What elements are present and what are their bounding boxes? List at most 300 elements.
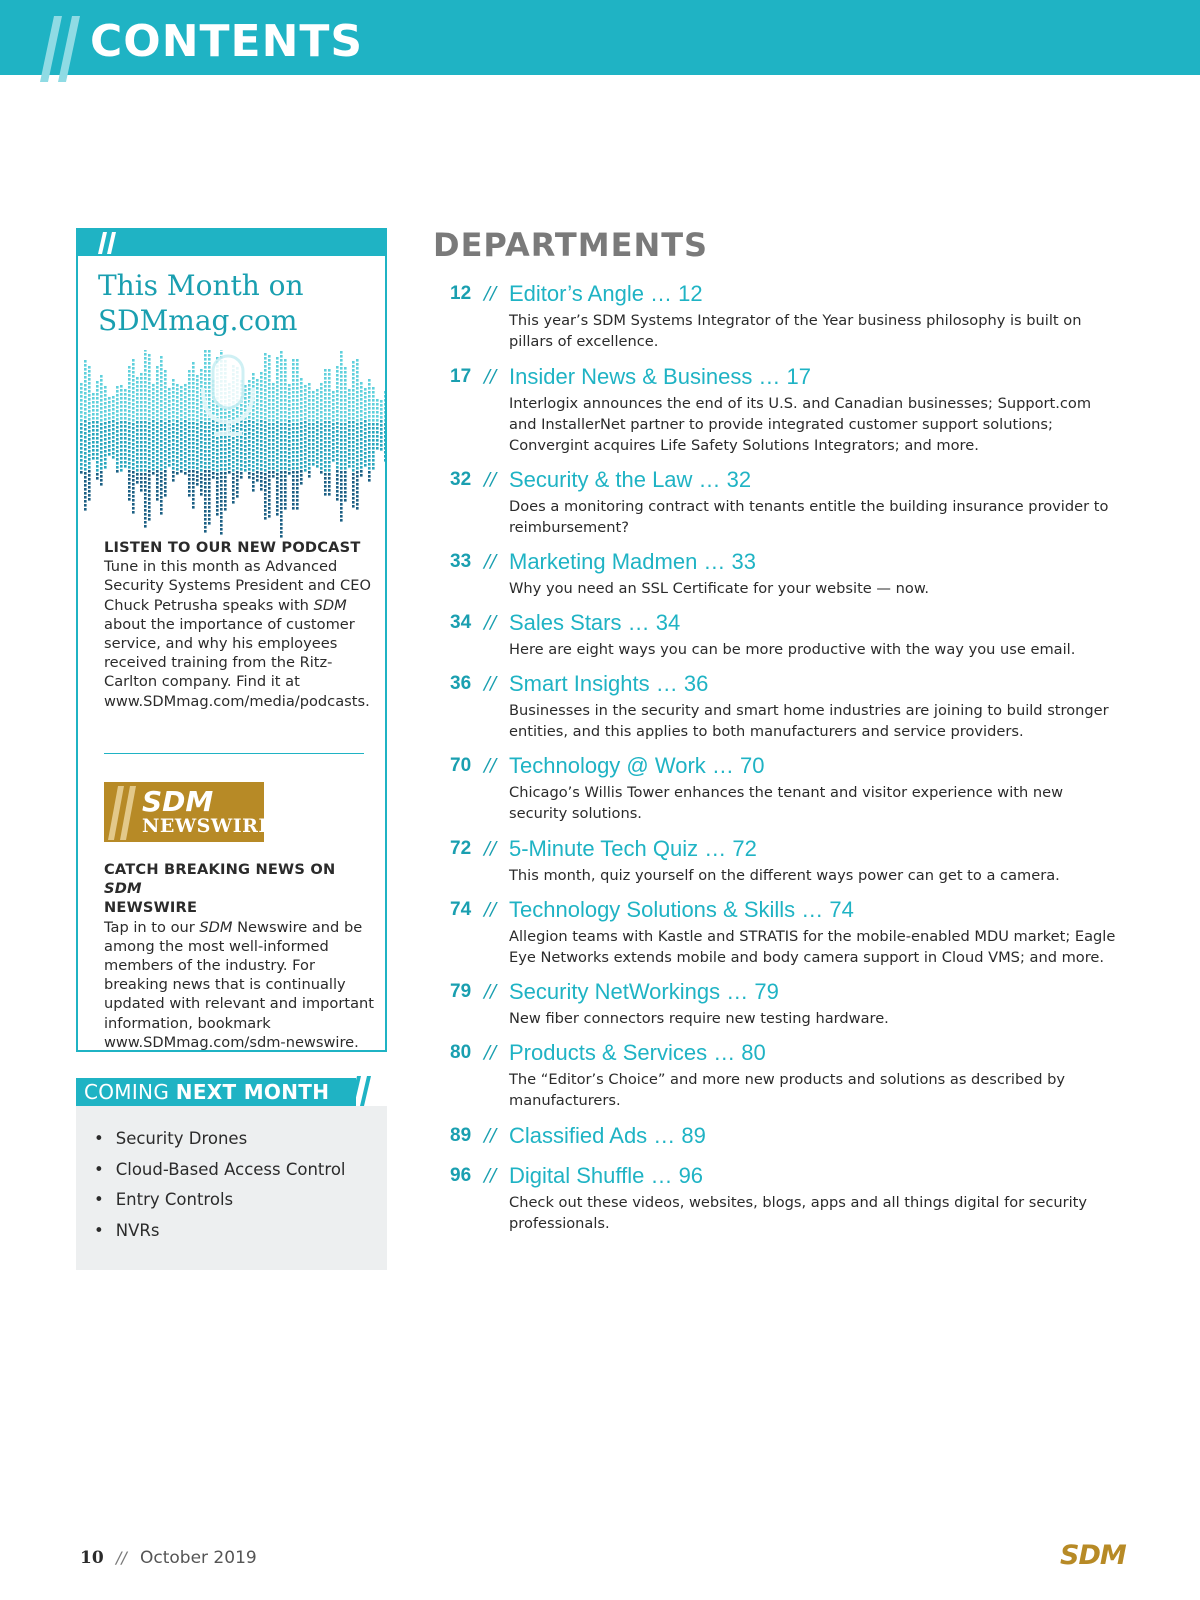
equalizer-dot xyxy=(284,379,287,382)
equalizer-dot xyxy=(344,395,347,398)
equalizer-dot xyxy=(172,451,175,454)
equalizer-dot xyxy=(204,354,207,357)
equalizer-dot xyxy=(88,430,91,433)
equalizer-dot xyxy=(272,395,275,398)
equalizer-dot xyxy=(372,447,375,450)
equalizer-dot xyxy=(284,403,287,406)
equalizer-dot xyxy=(156,398,159,401)
equalizer-dot xyxy=(372,399,375,402)
department-title[interactable]: Digital Shuffle … 96 xyxy=(509,1163,704,1188)
equalizer-dot xyxy=(144,501,147,504)
equalizer-dot xyxy=(176,408,179,411)
equalizer-dot xyxy=(296,499,299,502)
equalizer-dot xyxy=(80,467,83,470)
equalizer-dot xyxy=(180,434,183,437)
equalizer-dot xyxy=(252,485,255,488)
equalizer-dot xyxy=(356,403,359,406)
equalizer-dot xyxy=(376,411,379,414)
equalizer-dot xyxy=(172,443,175,446)
equalizer-dot xyxy=(128,378,131,381)
equalizer-dot xyxy=(264,469,267,472)
equalizer-dot xyxy=(280,507,283,510)
equalizer-dot xyxy=(124,429,127,432)
equalizer-dot xyxy=(192,418,195,421)
equalizer-dot xyxy=(300,438,303,441)
equalizer-dot xyxy=(100,439,103,442)
podcast-heading: LISTEN TO OUR NEW PODCAST xyxy=(104,539,361,556)
equalizer-dot xyxy=(272,459,275,462)
equalizer-dot xyxy=(160,476,163,479)
equalizer-dot xyxy=(296,427,299,430)
equalizer-dot xyxy=(296,371,299,374)
department-page-number: 70 xyxy=(450,755,472,776)
equalizer-dot xyxy=(364,436,367,439)
equalizer-dot xyxy=(124,397,127,400)
equalizer-dot xyxy=(264,429,267,432)
equalizer-dot xyxy=(112,400,115,403)
equalizer-dot xyxy=(208,490,211,493)
equalizer-dot xyxy=(184,448,187,451)
equalizer-dot xyxy=(244,437,247,440)
equalizer-dot xyxy=(276,497,279,500)
equalizer-dot xyxy=(364,420,367,423)
equalizer-dot xyxy=(344,479,347,482)
equalizer-dot xyxy=(356,399,359,402)
equalizer-dot xyxy=(140,421,143,424)
department-title[interactable]: Smart Insights … 36 xyxy=(509,671,709,696)
equalizer-dot xyxy=(292,467,295,470)
equalizer-dot xyxy=(112,412,115,415)
equalizer-dot xyxy=(376,443,379,446)
equalizer-dot xyxy=(160,432,163,435)
department-title[interactable]: Technology Solutions & Skills … 74 xyxy=(509,897,854,922)
equalizer-dot xyxy=(84,384,87,387)
equalizer-dot xyxy=(340,411,343,414)
department-title[interactable]: Security & the Law … 32 xyxy=(509,467,752,492)
equalizer-dot xyxy=(96,457,99,460)
equalizer-dot xyxy=(372,403,375,406)
equalizer-dot xyxy=(292,447,295,450)
equalizer-dot xyxy=(344,379,347,382)
equalizer-dot xyxy=(340,519,343,522)
equalizer-dot xyxy=(224,476,227,479)
equalizer-dot xyxy=(320,451,323,454)
equalizer-dot xyxy=(264,449,267,452)
equalizer-dot xyxy=(204,458,207,461)
equalizer-dot xyxy=(312,455,315,458)
equalizer-dot xyxy=(172,399,175,402)
equalizer-dot xyxy=(264,477,267,480)
equalizer-dot xyxy=(120,385,123,388)
equalizer-dot xyxy=(280,427,283,430)
equalizer-dot xyxy=(220,440,223,443)
equalizer-dot xyxy=(144,489,147,492)
equalizer-dot xyxy=(364,416,367,419)
equalizer-dot xyxy=(288,384,291,387)
equalizer-dot xyxy=(96,441,99,444)
equalizer-dot xyxy=(260,476,263,479)
equalizer-dot xyxy=(176,456,179,459)
equalizer-dot xyxy=(156,366,159,369)
department-page-number: 32 xyxy=(450,469,472,490)
equalizer-dot xyxy=(364,388,367,391)
equalizer-dot xyxy=(156,478,159,481)
equalizer-dot xyxy=(352,381,355,384)
equalizer-dot xyxy=(212,476,215,479)
equalizer-dot xyxy=(336,442,339,445)
equalizer-dot xyxy=(136,409,139,412)
department-page-number: 12 xyxy=(450,283,472,304)
equalizer-dot xyxy=(284,419,287,422)
equalizer-dot xyxy=(176,400,179,403)
equalizer-dot xyxy=(128,470,131,473)
equalizer-dot xyxy=(372,431,375,434)
equalizer-dot xyxy=(348,389,351,392)
equalizer-dot xyxy=(204,430,207,433)
equalizer-dot xyxy=(360,474,363,477)
equalizer-dot xyxy=(280,383,283,386)
equalizer-dot xyxy=(120,445,123,448)
equalizer-dot xyxy=(148,370,151,373)
equalizer-dot xyxy=(284,439,287,442)
equalizer-dot xyxy=(340,459,343,462)
equalizer-dot xyxy=(312,415,315,418)
equalizer-dot xyxy=(136,393,139,396)
equalizer-dot xyxy=(160,480,163,483)
equalizer-dot xyxy=(164,374,167,377)
equalizer-dot xyxy=(332,415,335,418)
equalizer-dot xyxy=(356,491,359,494)
equalizer-dot xyxy=(284,459,287,462)
equalizer-dot xyxy=(124,393,127,396)
equalizer-dot xyxy=(100,467,103,470)
department-page-number: 33 xyxy=(450,551,472,572)
equalizer-dot xyxy=(368,475,371,478)
equalizer-dot xyxy=(360,394,363,397)
equalizer-dot xyxy=(168,452,171,455)
equalizer-dot xyxy=(264,489,267,492)
equalizer-dot xyxy=(116,386,119,389)
equalizer-dot xyxy=(184,416,187,419)
equalizer-dot xyxy=(236,439,239,442)
equalizer-dot xyxy=(232,481,235,484)
equalizer-dot xyxy=(256,383,259,386)
equalizer-dot xyxy=(116,466,119,469)
equalizer-dot xyxy=(268,435,271,438)
equalizer-dot xyxy=(124,457,127,460)
equalizer-dot xyxy=(304,465,307,468)
department-page-number: 74 xyxy=(450,899,472,920)
equalizer-dot xyxy=(316,445,319,448)
equalizer-dot xyxy=(328,493,331,496)
equalizer-dot xyxy=(280,415,283,418)
equalizer-dot xyxy=(236,467,239,470)
equalizer-dot xyxy=(264,393,267,396)
equalizer-dot xyxy=(176,384,179,387)
equalizer-dot xyxy=(148,466,151,469)
equalizer-dot xyxy=(156,382,159,385)
equalizer-dot xyxy=(132,363,135,366)
equalizer-dot xyxy=(352,417,355,420)
equalizer-dot xyxy=(80,419,83,422)
equalizer-dot xyxy=(296,435,299,438)
equalizer-dot xyxy=(276,405,279,408)
equalizer-dot xyxy=(212,460,215,463)
equalizer-dot xyxy=(244,441,247,444)
equalizer-dot xyxy=(280,495,283,498)
list-item: • Security Drones xyxy=(94,1124,346,1155)
equalizer-dot xyxy=(352,473,355,476)
equalizer-dot xyxy=(80,471,83,474)
equalizer-dot xyxy=(300,382,303,385)
equalizer-dot xyxy=(144,409,147,412)
equalizer-dot xyxy=(88,414,91,417)
equalizer-dot xyxy=(104,386,107,389)
equalizer-dot xyxy=(196,423,199,426)
equalizer-dot xyxy=(204,518,207,521)
equalizer-dot xyxy=(172,419,175,422)
equalizer-dot xyxy=(224,412,227,415)
equalizer-dot xyxy=(308,451,311,454)
equalizer-dot xyxy=(136,473,139,476)
equalizer-dot xyxy=(292,419,295,422)
equalizer-dot xyxy=(144,429,147,432)
equalizer-dot xyxy=(108,437,111,440)
equalizer-dot xyxy=(128,482,131,485)
equalizer-dot xyxy=(332,423,335,426)
equalizer-dot xyxy=(268,503,271,506)
equalizer-dot xyxy=(156,462,159,465)
equalizer-dot xyxy=(160,500,163,503)
equalizer-dot xyxy=(212,452,215,455)
equalizer-dot xyxy=(196,375,199,378)
equalizer-dot xyxy=(112,444,115,447)
podcast-blurb xyxy=(104,538,374,711)
equalizer-dot xyxy=(348,461,351,464)
equalizer-dot xyxy=(324,421,327,424)
equalizer-dot xyxy=(128,454,131,457)
equalizer-dot xyxy=(136,377,139,380)
equalizer-dot xyxy=(180,414,183,417)
equalizer-dot xyxy=(324,441,327,444)
department-title[interactable]: Editor’s Angle … 12 xyxy=(509,281,703,306)
equalizer-dot xyxy=(292,459,295,462)
equalizer-dot xyxy=(116,418,119,421)
equalizer-dot xyxy=(128,422,131,425)
equalizer-dot xyxy=(260,400,263,403)
equalizer-dot xyxy=(144,449,147,452)
equalizer-dot xyxy=(292,495,295,498)
equalizer-dot xyxy=(240,412,243,415)
equalizer-dot xyxy=(368,387,371,390)
equalizer-dot xyxy=(228,443,231,446)
equalizer-dot xyxy=(156,474,159,477)
equalizer-dot xyxy=(152,440,155,443)
department-title[interactable]: Sales Stars … 34 xyxy=(509,610,681,635)
equalizer-dot xyxy=(80,455,83,458)
equalizer-dot xyxy=(296,463,299,466)
equalizer-dot xyxy=(120,421,123,424)
equalizer-dot xyxy=(380,424,383,427)
department-title[interactable]: 5-Minute Tech Quiz … 72 xyxy=(509,836,757,861)
equalizer-dot xyxy=(368,467,371,470)
equalizer-dot xyxy=(128,434,131,437)
equalizer-dot xyxy=(340,467,343,470)
equalizer-dot xyxy=(268,499,271,502)
equalizer-dot xyxy=(196,435,199,438)
equalizer-dot xyxy=(348,445,351,448)
equalizer-dot xyxy=(260,480,263,483)
equalizer-dot xyxy=(340,439,343,442)
equalizer-dot xyxy=(192,478,195,481)
equalizer-dot xyxy=(208,374,211,377)
equalizer-dot xyxy=(108,441,111,444)
equalizer-dot xyxy=(148,510,151,513)
equalizer-dot xyxy=(316,457,319,460)
equalizer-dot xyxy=(380,428,383,431)
separator: // xyxy=(484,366,497,387)
equalizer-dot xyxy=(236,407,239,410)
equalizer-dot xyxy=(268,511,271,514)
divider xyxy=(104,753,364,754)
equalizer-dot xyxy=(116,398,119,401)
equalizer-dot xyxy=(84,412,87,415)
equalizer-dot xyxy=(152,452,155,455)
equalizer-dot xyxy=(180,418,183,421)
equalizer-dot xyxy=(308,443,311,446)
equalizer-dot xyxy=(324,393,327,396)
departments-heading: DEPARTMENTS xyxy=(433,226,709,264)
department-title[interactable]: Security NetWorkings … 79 xyxy=(509,979,779,1004)
equalizer-dot xyxy=(144,369,147,372)
equalizer-dot xyxy=(160,492,163,495)
equalizer-dot xyxy=(188,494,191,497)
equalizer-dot xyxy=(368,431,371,434)
equalizer-dot xyxy=(216,513,219,516)
equalizer-dot xyxy=(84,432,87,435)
equalizer-dot xyxy=(88,418,91,421)
equalizer-dot xyxy=(204,362,207,365)
equalizer-dot xyxy=(96,469,99,472)
equalizer-dot xyxy=(356,415,359,418)
equalizer-dot xyxy=(84,444,87,447)
equalizer-dot xyxy=(156,490,159,493)
equalizer-dot xyxy=(252,417,255,420)
equalizer-dot xyxy=(144,445,147,448)
equalizer-dot xyxy=(232,469,235,472)
equalizer-dot xyxy=(284,383,287,386)
equalizer-dot xyxy=(308,387,311,390)
equalizer-dot xyxy=(332,403,335,406)
equalizer-dot xyxy=(124,441,127,444)
equalizer-dot xyxy=(296,379,299,382)
equalizer-dot xyxy=(276,473,279,476)
equalizer-dot xyxy=(364,448,367,451)
equalizer-dot xyxy=(144,417,147,420)
equalizer-dot xyxy=(252,449,255,452)
equalizer-dot xyxy=(136,385,139,388)
equalizer-dot xyxy=(144,477,147,480)
equalizer-dot xyxy=(116,430,119,433)
equalizer-dot xyxy=(204,470,207,473)
equalizer-dot xyxy=(304,433,307,436)
equalizer-dot xyxy=(272,471,275,474)
equalizer-dot xyxy=(376,423,379,426)
equalizer-dot xyxy=(344,443,347,446)
equalizer-dot xyxy=(352,385,355,388)
equalizer-dot xyxy=(172,431,175,434)
equalizer-dot xyxy=(140,413,143,416)
department-title[interactable]: Classified Ads … 89 xyxy=(509,1123,706,1148)
department-title[interactable]: Marketing Madmen … 33 xyxy=(509,549,756,574)
equalizer-dot xyxy=(376,431,379,434)
equalizer-dot xyxy=(124,453,127,456)
equalizer-dot xyxy=(180,394,183,397)
equalizer-dot xyxy=(88,478,91,481)
equalizer-dot xyxy=(352,413,355,416)
equalizer-dot xyxy=(144,385,147,388)
equalizer-dot xyxy=(296,415,299,418)
equalizer-dot xyxy=(148,362,151,365)
department-title[interactable]: Technology @ Work … 70 xyxy=(509,753,765,778)
equalizer-dot xyxy=(108,425,111,428)
department-title[interactable]: Products & Services … 80 xyxy=(509,1040,766,1065)
equalizer-dot xyxy=(152,424,155,427)
equalizer-dot xyxy=(312,463,315,466)
equalizer-dot xyxy=(348,417,351,420)
equalizer-dot xyxy=(256,443,259,446)
equalizer-dot xyxy=(328,373,331,376)
equalizer-dot xyxy=(92,453,95,456)
equalizer-dot xyxy=(288,468,291,471)
equalizer-dot xyxy=(104,434,107,437)
equalizer-dot xyxy=(272,411,275,414)
equalizer-dot xyxy=(96,465,99,468)
equalizer-dot xyxy=(336,490,339,493)
equalizer-dot xyxy=(252,381,255,384)
equalizer-dot xyxy=(180,462,183,465)
equalizer-dot xyxy=(216,441,219,444)
equalizer-dot xyxy=(324,389,327,392)
equalizer-dot xyxy=(188,454,191,457)
equalizer-dot xyxy=(348,413,351,416)
equalizer-dot xyxy=(276,381,279,384)
equalizer-dot xyxy=(252,465,255,468)
equalizer-dot xyxy=(216,493,219,496)
equalizer-dot xyxy=(304,385,307,388)
equalizer-dot xyxy=(148,422,151,425)
equalizer-dot xyxy=(256,407,259,410)
equalizer-dot xyxy=(284,395,287,398)
equalizer-dot xyxy=(264,437,267,440)
equalizer-dot xyxy=(96,409,99,412)
equalizer-dot xyxy=(328,409,331,412)
equalizer-dot xyxy=(172,427,175,430)
equalizer-dot xyxy=(208,350,211,353)
equalizer-dot xyxy=(324,377,327,380)
equalizer-dot xyxy=(104,390,107,393)
equalizer-dot xyxy=(240,452,243,455)
equalizer-dot xyxy=(96,421,99,424)
equalizer-dot xyxy=(148,414,151,417)
equalizer-dot xyxy=(136,401,139,404)
equalizer-dot xyxy=(80,463,83,466)
department-title[interactable]: Insider News & Business … 17 xyxy=(509,364,812,389)
equalizer-dot xyxy=(272,467,275,470)
equalizer-dot xyxy=(308,411,311,414)
equalizer-dot xyxy=(368,439,371,442)
equalizer-dot xyxy=(380,404,383,407)
